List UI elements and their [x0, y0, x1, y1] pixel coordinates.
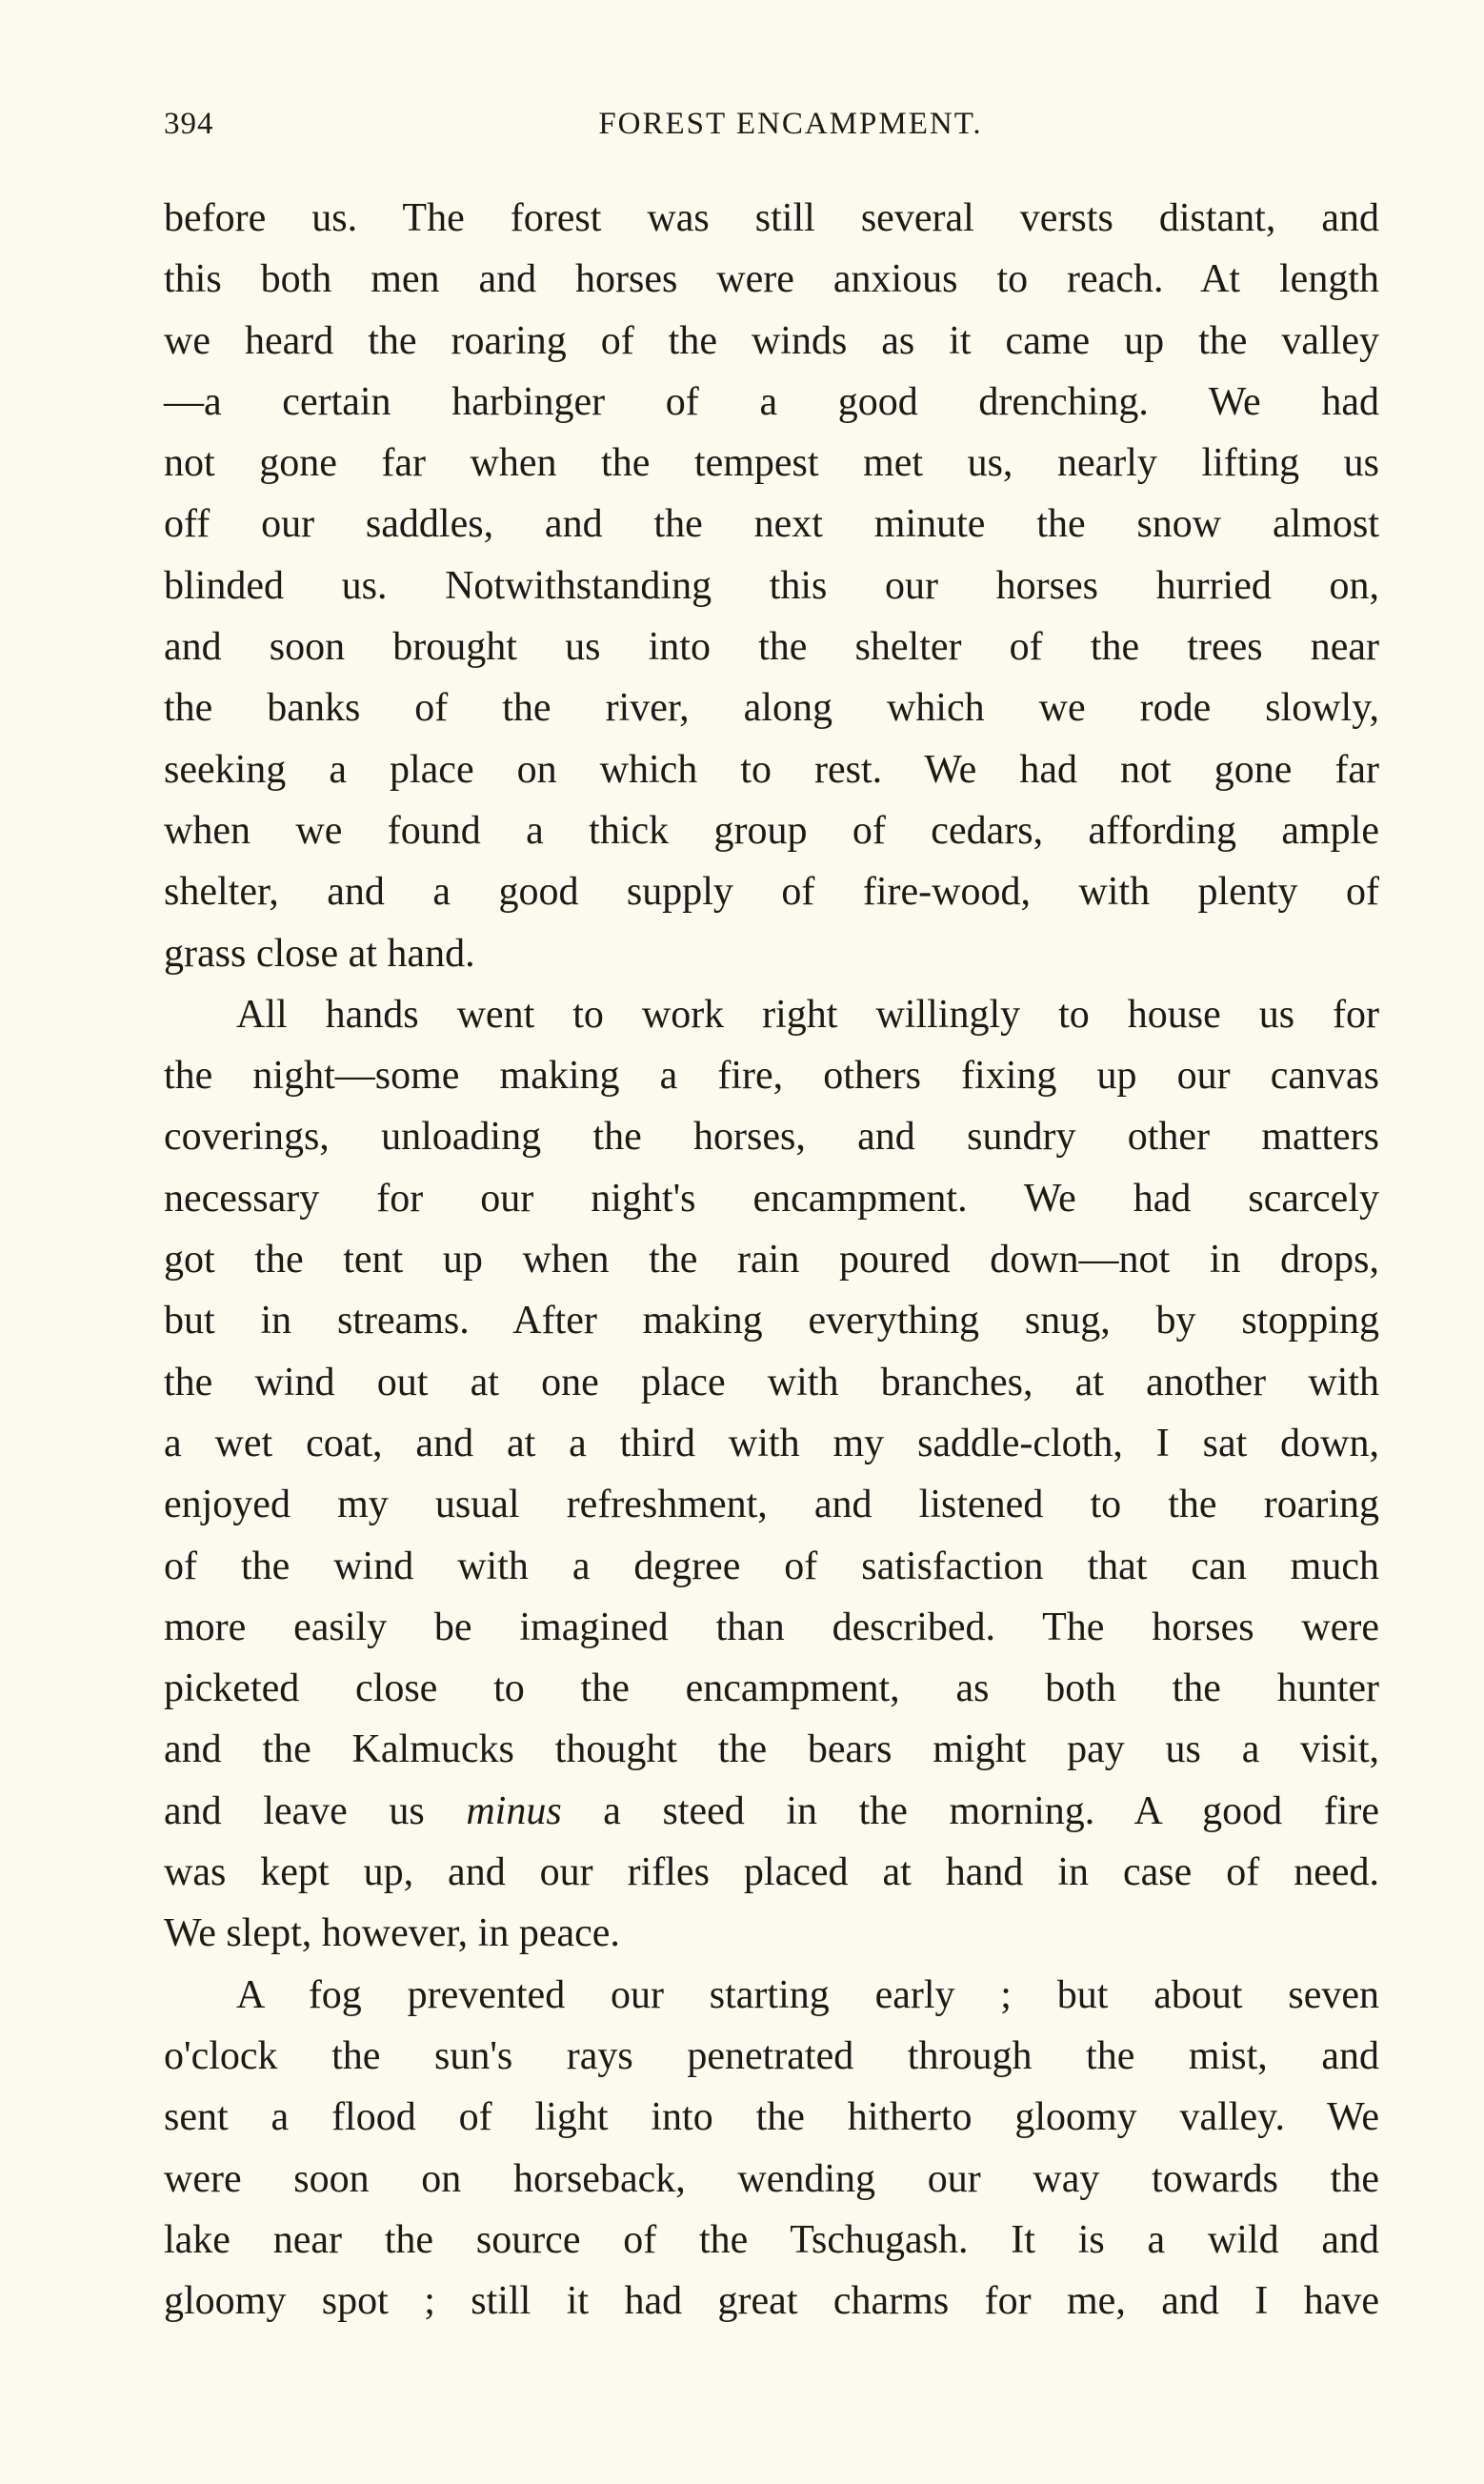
text-line: coverings, unloading the horses, and sundry other matters	[164, 1115, 1379, 1160]
text-line: of the wind with a degree of satisfaction that can much	[164, 1544, 1379, 1588]
page-number: 394	[164, 107, 214, 141]
text-line: not gone far when the tempest met us, nearly lifting us	[164, 441, 1379, 486]
text-line-paragraph-end: We slept, however, in peace.	[164, 1911, 620, 1956]
text-line: when we found a thick group of cedars, affording ample	[164, 808, 1379, 853]
running-head	[164, 107, 1379, 154]
text-line: necessary for our night's encampment. We had scarcely	[164, 1176, 1379, 1221]
text-line: off our saddles, and the next minute the snow almost	[164, 502, 1379, 547]
text-line: this both men and horses were anxious to reach. At length	[164, 257, 1379, 302]
text-line: shelter, and a good supply of fire-wood, with plenty of	[164, 870, 1379, 915]
text-line: picketed close to the encampment, as both the hunter	[164, 1666, 1379, 1711]
text-line-paragraph-start: A fog prevented our starting early ; but about seven	[236, 1972, 1379, 2017]
text-line: enjoyed my usual refreshment, and listened to the roaring	[164, 1483, 1379, 1527]
body-text	[164, 188, 1379, 2332]
text-line: and soon brought us into the shelter of the trees near	[164, 625, 1379, 670]
text-line-paragraph-start: All hands went to work right willingly to house us for	[236, 992, 1379, 1037]
text-segment: a steed in the morning. A good fire	[561, 1788, 1379, 1833]
running-title: FOREST ENCAMPMENT.	[598, 107, 983, 141]
text-line: a wet coat, and at a third with my saddle-cloth, I sat down,	[164, 1421, 1379, 1465]
text-line: were soon on horseback, wending our way towards the	[164, 2156, 1379, 2201]
text-line: but in streams. After making everything snug, by stopping	[164, 1299, 1379, 1343]
text-segment: and leave us	[164, 1788, 467, 1833]
text-line-paragraph-end: grass close at hand.	[164, 931, 475, 976]
text-line: seeking a place on which to rest. We had not gone far	[164, 747, 1379, 792]
text-line: gloomy spot ; still it had great charms for me, and I have	[164, 2279, 1379, 2324]
text-line: before us. The forest was still several versts distant, and	[164, 196, 1379, 240]
text-line-with-italic	[164, 1781, 1379, 1842]
text-line: the wind out at one place with branches, at another with	[164, 1360, 1379, 1404]
text-line: o'clock the sun's rays penetrated through the mist, and	[164, 2033, 1379, 2078]
text-line: and the Kalmucks thought the bears might pay us a visit,	[164, 1727, 1379, 1772]
text-line: more easily be imagined than described. The horses were	[164, 1605, 1379, 1649]
text-line: blinded us. Notwithstanding this our horses hurried on,	[164, 563, 1379, 608]
text-line: sent a flood of light into the hitherto gloomy valley. We	[164, 2095, 1379, 2140]
italic-word: minus	[466, 1788, 562, 1833]
text-line: lake near the source of the Tschugash. It is a wild and	[164, 2217, 1379, 2262]
text-line: got the tent up when the rain poured down—not in drops,	[164, 1238, 1379, 1282]
text-line: —a certain harbinger of a good drenching. We had	[164, 379, 1379, 424]
text-line: the banks of the river, along which we rode slowly,	[164, 686, 1379, 731]
text-line: we heard the roaring of the winds as it came up the valley	[164, 318, 1379, 363]
text-line: the night—some making a fire, others fixing up our canvas	[164, 1054, 1379, 1099]
text-line: was kept up, and our rifles placed at hand in case of need.	[164, 1850, 1379, 1895]
